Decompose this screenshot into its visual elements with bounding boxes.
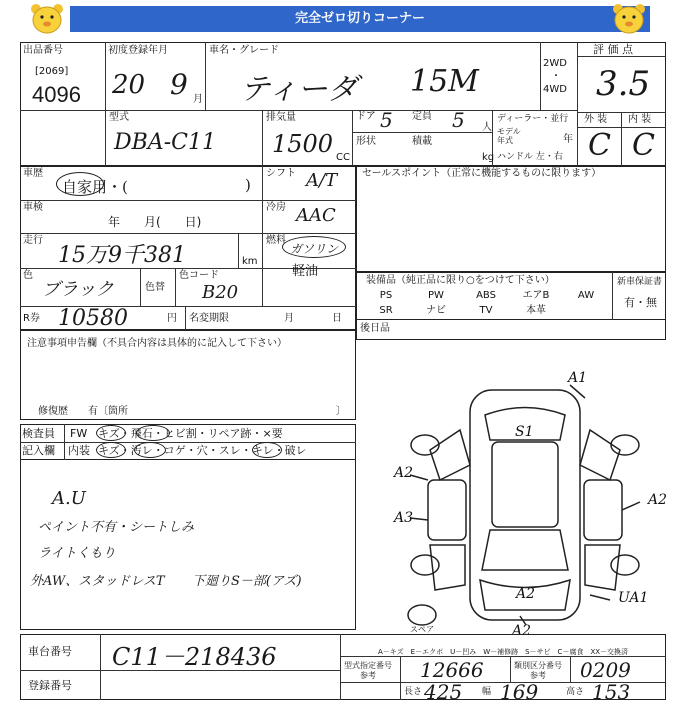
- repair-history-label: 修復歴 有〔箇所: [38, 406, 128, 417]
- int-items: キズ・汚レ・コゲ・穴・スレ・キレ・破レ: [98, 444, 307, 457]
- damage-a3: A3: [394, 510, 414, 526]
- equipment-item-2: PW: [428, 290, 444, 301]
- rear-seat-box: [356, 320, 666, 340]
- first-reg-year: 20: [112, 70, 146, 100]
- entry-label: 記入欄: [22, 444, 55, 457]
- color-code-value: B20: [202, 282, 239, 303]
- int-scratch-circle-mark: [96, 442, 126, 458]
- month-label: 月: [284, 313, 294, 324]
- score-label: 評 価 点: [593, 43, 633, 56]
- load-label: 積載: [412, 136, 432, 147]
- model-value: DBA-C11: [114, 130, 216, 155]
- displacement-value: 1500: [272, 130, 334, 158]
- equipment-item-3: ABS: [476, 290, 496, 301]
- year-suffix-label: 年: [563, 134, 573, 145]
- fw-items: キズ・飛石・ヒビ割・リペア跡・×要: [98, 427, 283, 440]
- interior-label: 内 装: [628, 114, 652, 125]
- category-no-label: 類別区分番号: [514, 661, 562, 670]
- history-value: 自家用・(: [62, 178, 128, 196]
- damage-a2-right: A2: [648, 492, 668, 508]
- dealer-parallel-label: ディーラー・並行: [497, 114, 569, 124]
- cc-label: CC: [336, 152, 350, 163]
- car-diagram: [380, 370, 680, 640]
- fuel-label: 燃料: [266, 235, 286, 246]
- notes-line-1: A.U: [52, 488, 86, 509]
- notes-label: 注意事項申告欄（不具合内容は具体的に記入して下さい）: [27, 338, 287, 349]
- spare-label: スペア: [410, 625, 434, 634]
- person-label: 人: [482, 122, 492, 133]
- damage-ua1: UA1: [618, 590, 649, 606]
- chassis-no-value: C11－218436: [112, 643, 277, 671]
- category-no-value: 0209: [580, 658, 631, 682]
- private-use-circle-mark: [56, 172, 104, 196]
- equipment-label: 装備品（純正品に限り○をつけて下さい）: [366, 275, 555, 286]
- month-suffix: 月: [193, 94, 203, 105]
- color-label: 色: [23, 270, 33, 281]
- height-value: 153: [592, 680, 631, 704]
- damage-a1: A1: [568, 370, 588, 386]
- rear-seat-label: 後日品: [360, 323, 390, 334]
- doors-label: ドア: [356, 111, 376, 122]
- equipment-item-row2-2: ナビ: [426, 305, 446, 316]
- int-label: 内装: [68, 444, 90, 457]
- damage-a2-rear: A2: [516, 586, 536, 602]
- lot-no-small: [2069]: [35, 66, 69, 77]
- equipment-item-1: PS: [379, 290, 393, 301]
- grade-value: 15M: [410, 64, 479, 99]
- int-worn-circle-mark: [252, 442, 282, 458]
- kg-label: kg: [482, 152, 495, 163]
- notes-line-4: 外AW、スタッドレスT: [30, 574, 165, 589]
- first-reg-month: 9: [170, 68, 188, 101]
- damage-s1: S1: [515, 424, 534, 440]
- equipment-item-4: エアB: [522, 290, 550, 301]
- capacity-value: 5: [452, 108, 465, 132]
- type-approval-value: 12666: [420, 658, 484, 682]
- length-label: 長さ: [404, 687, 423, 697]
- chassis-no-label: 車台番号: [28, 645, 72, 658]
- color-value: ブラック: [42, 279, 114, 300]
- equipment-item-row2-1: SR: [379, 305, 393, 316]
- sales-point-box: [356, 166, 666, 272]
- notes-line-2: ペイント不有・シートしみ: [38, 520, 195, 535]
- shift-value: A/T: [306, 170, 338, 191]
- equipment-item-row2-3: TV: [479, 305, 493, 316]
- day-label: 日: [332, 313, 342, 324]
- yen-label: 円: [167, 313, 177, 324]
- int-dirt-circle-mark: [134, 442, 166, 458]
- model-label: 型式: [109, 112, 129, 123]
- length-value: 425: [424, 680, 463, 704]
- notes-line-3: ライトくもり: [38, 546, 116, 561]
- score-value: 3.5: [596, 64, 651, 104]
- handle-label: ハンドル 左・右: [497, 152, 563, 162]
- legend-text: A－キズ E－エクボ U－凹み W－補修跡 S－サビ C－腐食 XX－交換済: [378, 648, 629, 656]
- inspection-date: 年 月( 日): [108, 215, 202, 229]
- shift-label: シフト: [266, 168, 296, 179]
- name-change-label: 名変期限: [189, 313, 229, 324]
- type-approval-label: 型式指定番号: [344, 661, 392, 670]
- color-change-label: 色替: [145, 282, 165, 293]
- history-label: 車歴: [23, 168, 43, 179]
- equipment-item-row2-4: 本革: [526, 305, 546, 316]
- history-end: ): [245, 176, 251, 194]
- ac-label: 冷房: [266, 202, 286, 213]
- fuel-diesel: 軽油: [292, 264, 319, 279]
- reg-no-label: 登録番号: [28, 679, 72, 692]
- model-year-label: モデル年式: [497, 127, 521, 145]
- fuel-gasoline: ガソリン: [290, 242, 339, 256]
- mascot-bear-icon-right: [610, 3, 648, 35]
- height-label: 高さ: [566, 687, 585, 697]
- doors-value: 5: [380, 108, 393, 132]
- mileage-label: 走行: [23, 235, 43, 246]
- displacement-label: 排気量: [266, 112, 296, 123]
- car-name-label: 車名・グレード: [209, 45, 279, 56]
- type-approval-ref: 参考: [360, 671, 376, 680]
- damage-a2-bottom: A2: [512, 623, 532, 639]
- banner-title: 完全ゼロ切りコーナー: [70, 6, 650, 32]
- drive-4wd-label: 4WD: [543, 84, 567, 95]
- damage-a2-left: A2: [394, 465, 414, 481]
- inspector-label: 検査員: [22, 427, 55, 440]
- color-code-label: 色コード: [179, 270, 219, 281]
- exterior-label: 外 装: [584, 114, 608, 125]
- ac-value: AAC: [296, 205, 336, 226]
- repair-history-end: 〕: [336, 406, 346, 417]
- mileage-value: 15万9千381: [58, 243, 186, 268]
- interior-value: C: [632, 128, 655, 163]
- shape-label: 形状: [356, 136, 376, 147]
- chip-circle-mark: [136, 425, 170, 441]
- mascot-bear-icon-left: [28, 3, 66, 35]
- drive-2wd-label: 2WD: [543, 58, 567, 69]
- new-warranty-label: 新車保証書: [617, 277, 663, 287]
- first-reg-label: 初度登録年月: [108, 45, 168, 56]
- equipment-item-5: AW: [577, 290, 595, 301]
- notes-line-5: 下廻りS－部(アズ): [192, 574, 302, 589]
- inspection-label: 車検: [23, 202, 43, 213]
- width-label: 幅: [482, 687, 492, 697]
- km-label: km: [242, 256, 258, 267]
- recycle-label: R券: [23, 313, 40, 324]
- scratch-circle-mark: [96, 425, 126, 441]
- exterior-value: C: [588, 128, 611, 163]
- lot-no-value: 4096: [32, 82, 81, 107]
- lot-no-label: 出品番号: [23, 45, 63, 56]
- gasoline-circle-mark: [282, 236, 346, 258]
- warranty-options: 有・無: [624, 296, 657, 309]
- drive-dot: ・: [551, 71, 561, 82]
- recycle-value: 10580: [58, 306, 128, 331]
- capacity-label: 定員: [412, 111, 432, 122]
- width-value: 169: [500, 680, 539, 704]
- category-no-ref: 参考: [530, 671, 546, 680]
- fw-label: FW: [70, 427, 88, 440]
- sales-point-label: セールスポイント（正常に機能するものに限ります）: [362, 168, 602, 179]
- car-name-value: ティーダ: [240, 72, 358, 107]
